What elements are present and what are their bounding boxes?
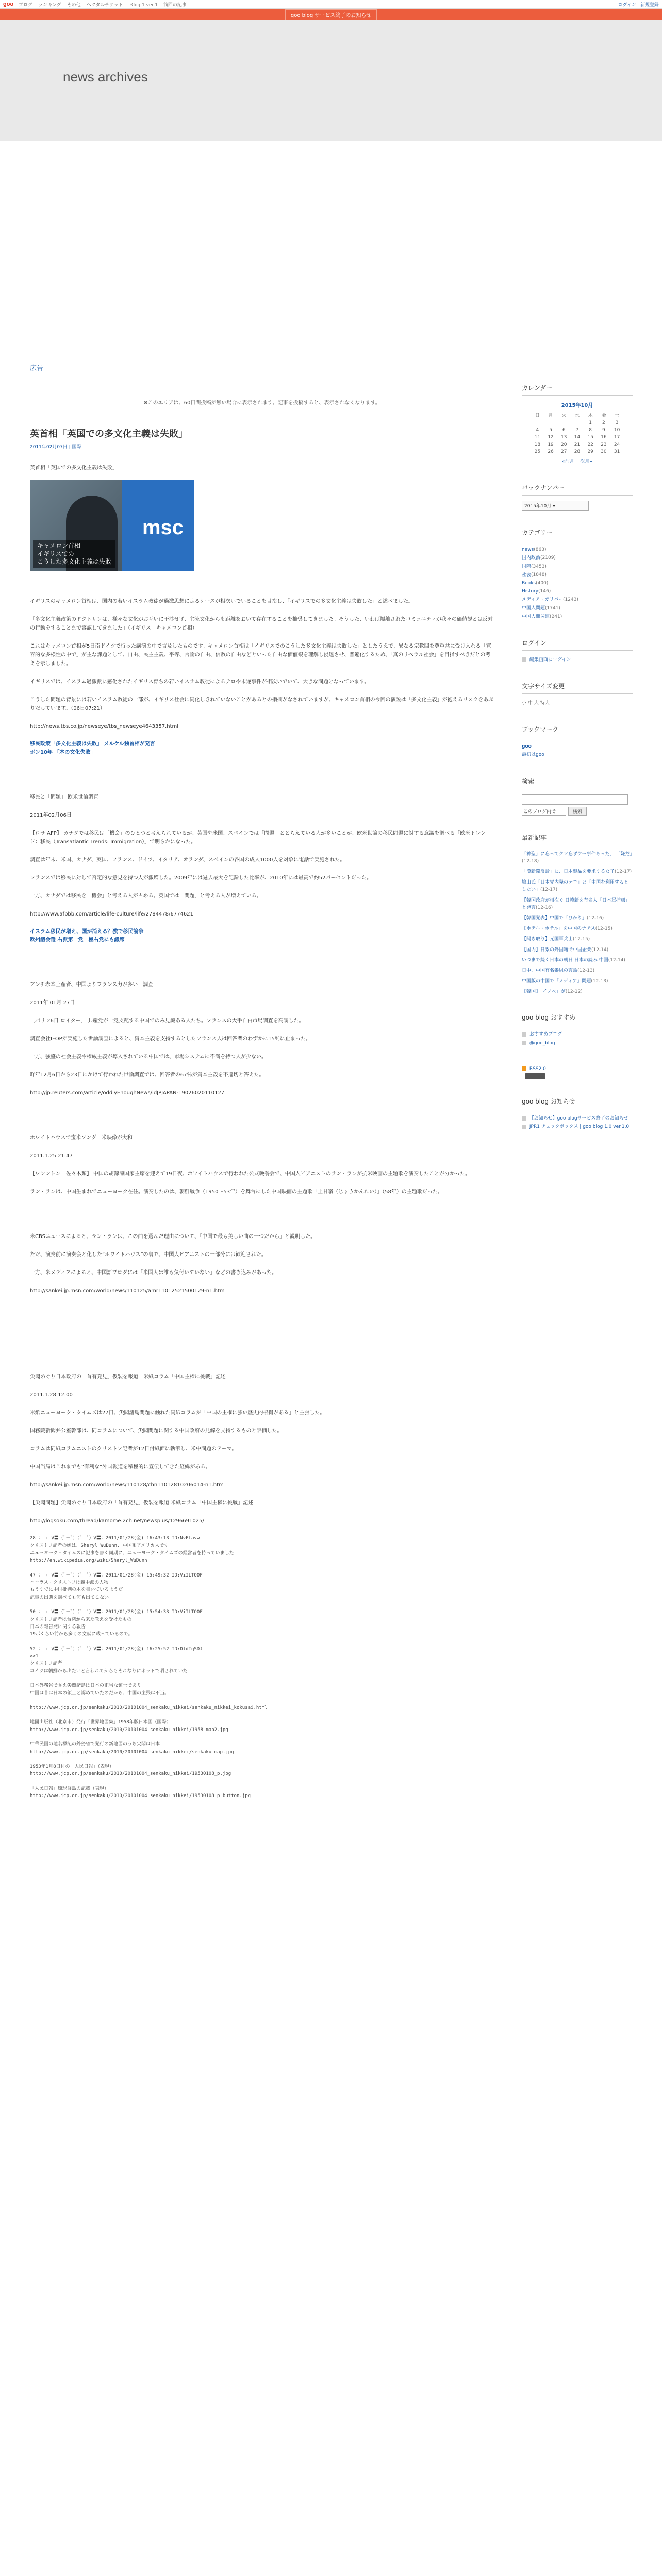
photo-caption (33, 540, 115, 568)
recent-post-link[interactable] (522, 988, 633, 995)
bbs-post: 52 ： ← ∀〓（ﾟ－ﾟ）（ﾟ ﾟ）∀〓：2011/01/28(金) 16:25:52 ID:DldTqSDJ >>1 クリストフ記者 コイツは朝鮮から出たいと言われてからもそれなりにネットで晒されていた (30, 1646, 203, 1674)
post-paragraph: イギリスでは、イスラム過激派に感化されたイギリス育ちの若いイスラム教徒によるテロや未遂事件が相次いでいて、大きな問題となっています。 (30, 679, 370, 685)
day: 31 (614, 449, 620, 454)
recent-post-title: 【韓国発表】中国で「ひかり」 (522, 916, 587, 921)
category-name: Books (522, 580, 536, 586)
recent-post-title: いつまで続く日本の朝日 日本の読み 中国 (522, 957, 608, 963)
post-lead: 英首相「英国での多文化主義は失敗」 (30, 465, 118, 471)
recent-post-link[interactable] (522, 879, 633, 894)
widget-heading: 最新記事 (522, 833, 633, 845)
category-count: (1243) (563, 597, 578, 603)
recommend-link[interactable]: おすすめブログ (529, 1032, 562, 1038)
calendar-week (531, 441, 624, 448)
calendar-week (531, 419, 624, 427)
day: 13 (561, 435, 567, 440)
category-link[interactable] (522, 596, 633, 604)
article-paragraph: 調査は年末、米国、カナダ、英国、フランス、ドイツ、イタリア、オランダ、スペインの各国の成人1000人を対象に電話で実施された。 (30, 857, 345, 863)
category-count: (400) (536, 580, 549, 586)
bbs-tail-link[interactable]: 1953年1月8日付の「人民日報」（表現） http://www.jcp.or.jp/senkaku/2010/20101004_senkaku_nikkei/19530108_p.jpg (30, 1764, 231, 1777)
day: 21 (574, 442, 581, 447)
post-meta[interactable]: 2011年02月07日 | 国際 (30, 445, 81, 450)
article-paragraph: 一方、米メディアによると、中国語ブログには「米国人は誰も気付いていない」などの書き込みがあった。 (30, 1270, 277, 1276)
spacer (30, 1331, 494, 1372)
day: 7 (575, 428, 579, 433)
category-count: (1848) (531, 572, 547, 578)
category-link[interactable] (522, 579, 633, 587)
nav-item[interactable]: ヘクタルチケット (86, 2, 123, 8)
recent-post-title: 鳩山氏「日本党内発のテロ」と「中国を利用するとしたい」 (522, 879, 629, 893)
recent-post-link[interactable] (522, 946, 633, 954)
bbs-tail-link[interactable]: http://www.jcp.or.jp/senkaku/2010/20101004_senkaku_nikkei/senkaku_nikkei_kokusai.html (30, 1705, 268, 1711)
recent-post-date: (12-15) (573, 937, 590, 942)
article-heading: 移民と「問題」 欧米世論調査 (30, 794, 99, 800)
calendar-next-link[interactable]: 次月» (580, 459, 592, 464)
recent-post-link[interactable] (522, 957, 633, 964)
recent-post-link[interactable] (522, 851, 633, 866)
category-link[interactable] (522, 554, 633, 562)
caption-line: こうした多文化主義は失敗 (37, 558, 112, 566)
weekday: 土 (615, 413, 620, 418)
category-link[interactable] (522, 604, 633, 613)
recent-post-title: 【ホテル・ホテル」を中国のナチス (522, 926, 595, 931)
day: 28 (574, 449, 581, 454)
inactive-notice: ※このエリアは、60日間投稿が無い場合に表示されます。記事を投稿すると、表示されなくなります。 (143, 400, 380, 406)
news-row (522, 1114, 633, 1123)
day: 12 (548, 435, 554, 440)
recent-post-link[interactable] (522, 925, 633, 933)
recent-post-date: (12-16) (587, 916, 604, 921)
backnumber-widget (522, 483, 633, 511)
caption-line: キャメロン首相 (37, 542, 81, 550)
quoted-article (30, 1372, 494, 1800)
day (557, 419, 571, 427)
goo-news-widget (522, 1097, 633, 1131)
login-row (522, 656, 633, 664)
font-size-options[interactable]: 小 中 大 特大 (522, 701, 550, 706)
category-name: 中国人間関連 (522, 614, 550, 619)
news-row (522, 1123, 633, 1131)
quoted-article (30, 793, 494, 944)
goo-recommend-widget (522, 1013, 633, 1047)
recent-post-title: 【国内】日系の外国籍で中国企業 (522, 947, 592, 953)
nav-item[interactable]: ブログ (19, 2, 33, 8)
day: 25 (534, 449, 541, 454)
recent-post-link[interactable] (522, 914, 633, 922)
day: 17 (614, 435, 620, 440)
nav-item[interactable]: ランキング (38, 2, 61, 8)
nav-item[interactable]: その他 (67, 2, 81, 8)
day: 19 (548, 442, 554, 447)
article-paragraph: 国務院新聞弁公室幹部は、同コラムについて、尖閣問題に関する中国政府の見解を支持するものと評価した。 (30, 1428, 283, 1434)
widget-heading: ログイン (522, 638, 633, 651)
bbs-tail-link[interactable]: 中華民国の地名標記の外務省で発行の新地図のうち尖閣は日本 http://www.jcp.or.jp/senkaku/2010/20101004_senkaku_nikkei/senkaku_map.jpg (30, 1742, 234, 1755)
post-paragraph: 「多文化主義政策のドクトリンは、様々な文化がお互いに干渉せず、主流文化からも距離をおいて存在することを推奨してきました。そうした、いわば隔離されたコミュニティが我々の価値観とは反対の行動をすることまで容認してきました」（イギリス キャメロン首相） (30, 617, 493, 631)
category-link[interactable] (522, 587, 633, 596)
categories-widget (522, 528, 633, 621)
account-links (618, 1, 659, 8)
category-count: (241) (550, 614, 562, 619)
backnumber-select[interactable] (522, 501, 589, 511)
backnumber-selected: 2015年10月 (524, 504, 552, 510)
service-end-notice-link[interactable]: goo blog サービス終了のお知らせ (285, 9, 377, 20)
quoted-article (30, 980, 494, 1097)
calendar-week (531, 427, 624, 434)
recent-post-date: (12-18) (522, 859, 539, 865)
source-url[interactable]: http://sankei.jp.msn.com/world/news/110125/amr11012521500129-n1.htm (30, 1288, 225, 1294)
register-link[interactable]: 新規登録 (640, 2, 659, 8)
article-paragraph: 昨年12月6日から23日にかけて行われた世論調査では、回答者の67％が資本主義を不適切と答えた。 (30, 1072, 264, 1078)
day (544, 419, 557, 427)
day: 2 (602, 420, 605, 426)
day: 27 (561, 449, 567, 454)
category-link[interactable] (522, 563, 633, 571)
main-column (30, 363, 494, 1836)
rss-link[interactable]: RSS2.0 (529, 1066, 546, 1072)
day: 11 (534, 435, 541, 440)
calendar-prev-link[interactable]: «前月 (562, 459, 574, 464)
widget-heading: バックナンバー (522, 483, 633, 496)
related-line: 【尖閣問題】尖閣めぐり日本政府の「首有発見」仮装を報道 米紙コラム「中国主権に挑戦」記述 (30, 1500, 254, 1506)
related-links (30, 740, 494, 757)
article-paragraph: ただ、演奏前に演奏会と化した“ホワイトハウス”の裏で、中国人ピアニストの一部分には歓迎された。 (30, 1252, 267, 1258)
ad-label: 広告 (30, 365, 44, 372)
news-photo (30, 480, 194, 571)
calendar-widget (522, 383, 633, 466)
source-url[interactable]: http://jp.reuters.com/article/oddlyEnoughNews/idJPJAPAN-19026020110127 (30, 1090, 225, 1096)
search-button[interactable]: 検索 (568, 807, 587, 816)
article-date: 2011.1.25 21:47 (30, 1153, 73, 1159)
category-count: (2109) (540, 555, 556, 561)
login-widget (522, 638, 633, 664)
goo-blog-badge[interactable] (525, 1073, 545, 1079)
article-paragraph: 一方、強盛の社会主義や権威主義が導入されている中国では、市場システムに不満を持つ人が少ない。 (30, 1054, 267, 1060)
widget-heading: 文字サイズ変更 (522, 682, 633, 694)
goo-logo[interactable]: goo (3, 1, 14, 7)
category-name: History (522, 589, 539, 595)
bookmark-link[interactable]: goo (522, 744, 532, 750)
recent-posts-widget (522, 833, 633, 996)
article-heading: アンチ赤本土産者、中国よりフランス力が多い一調査 (30, 982, 154, 988)
article-paragraph: ［パリ 26日 ロイター］ 共産党が一党支配する中国でのみ見識ある人たち。フランスの大手自由市場調査を高調した。 (30, 1018, 304, 1024)
recent-post-date: (12-16) (536, 905, 553, 910)
bbs-post: 47 ： ← ∀〓（ﾟ－ﾟ）（ﾟ ﾟ）∀〓：2011/01/28(金) 15:49:32 ID:ViILTOOF ニコラス・クリストフは親中派の人物 もうすでに中国批判の本を書いているようだ 記事の出典を調べても何も出てこない (30, 1572, 203, 1600)
related-links (30, 928, 494, 944)
calendar-table (531, 411, 624, 455)
article-heading: ホワイトハウスで宝米ソング 米映像が大和 (30, 1135, 133, 1141)
day (531, 419, 544, 427)
post-paragraph: こうした問題の背景には若いイスラム教徒の一部が、イギリス社会に同化しきれていないことがあるとの指摘がなされていますが、キャメロン首相の今回の演説は「多文化主義」が抱えるリスクをあぶりだしています。（06日07:21） (30, 697, 494, 711)
category-name: 国際 (522, 564, 532, 569)
blog-header (0, 20, 662, 141)
category-name: 社会 (522, 572, 532, 578)
recent-post-date: (12-14) (608, 957, 625, 963)
related-link[interactable]: イスラム移民が増え、国が消える？独で移民論争 (30, 929, 144, 935)
bookmark-list (522, 742, 633, 759)
source-url[interactable]: http://sankei.jp.msn.com/world/news/110128/chn11012810206014-n1.htm (30, 1482, 224, 1488)
day: 9 (602, 428, 605, 433)
widget-heading: カテゴリー (522, 528, 633, 540)
day: 16 (601, 435, 607, 440)
global-topbar (0, 0, 662, 9)
article-paragraph: 米紙ニューヨーク・タイムズは27日、尖閣諸島問題に触れた同紙コラムが「中国の主権に強い歴史的根拠がある」と主張した。 (30, 1410, 325, 1416)
blog-title[interactable]: news archives (63, 69, 148, 84)
article-heading: 尖閣めぐり日本政府の「首有発見」仮装を報道 米紙コラム「中国主権に挑戦」記述 (30, 1374, 226, 1380)
related-link[interactable]: 欧州議会選 右派第一党 極右党にも議席 (30, 937, 125, 943)
article-paragraph: コラムは同紙コラムニストのクリストフ記者が12日付紙面に執筆し、米中問題のテーマ。 (30, 1446, 237, 1452)
day (571, 419, 584, 427)
category-name: news (522, 547, 534, 553)
quoted-article (30, 1232, 494, 1295)
calendar-nav (522, 457, 633, 466)
day: 3 (615, 420, 619, 426)
bbs-post: 28 ： ← ∀〓（ﾟ－ﾟ）（ﾟ ﾟ）∀〓：2011/01/28(金) 16:43:13 ID:NvPLavw クリストフ記者の嫁は、Sheryl WuDunn, 中国系アメリカ人です ニューヨーク・タイムズに記事を書く同期に、ニューヨーク・タイムズの経営者を持っていました http://en.wikipedia.org/wiki/Sheryl_WuDunn (30, 1536, 234, 1564)
post-paragraph: イギリスのキャメロン首相は、国内の若いイスラム教徒が過激思想に走るケースが相次いでいることを目指し、「イギリスでの多文化主義は失敗した」と述べました。 (30, 599, 413, 604)
day: 15 (587, 435, 593, 440)
article-paragraph: 調査会社IFOPが実施した世論調査によると、資本主義を支持するとしたフランス人は回答者のわずかに15％に止まった。 (30, 1036, 311, 1042)
news-link[interactable]: JPR1 チェックボックス | goo blog 1.0 ver.1.0 (529, 1124, 630, 1130)
widget-heading: カレンダー (522, 383, 633, 396)
day: 22 (587, 442, 593, 447)
day: 5 (549, 428, 552, 433)
widget-heading: 検索 (522, 777, 633, 789)
day: 8 (589, 428, 592, 433)
edit-icon (522, 657, 526, 662)
blog-icon (522, 1032, 526, 1037)
recent-post-title: 中国版の中国で「メディア」問題 (522, 978, 591, 984)
article-paragraph: ラン・ランは、中国生まれでニューヨーク在住。演奏したのは、朝鮮戦争（1950〜53年）を舞台にした中国映画の主題歌「上甘嶺（じょうかんれい）」（58年）の主題歌だった。 (30, 1189, 443, 1195)
day: 10 (614, 428, 620, 433)
weekday: 月 (548, 413, 553, 418)
search-input[interactable] (522, 794, 628, 805)
weekday: 木 (588, 413, 593, 418)
news-icon (522, 1116, 526, 1121)
recent-post-date: (12-12) (565, 989, 583, 995)
twitter-icon (522, 1041, 526, 1045)
recent-post-date: (12-14) (591, 947, 609, 953)
recent-post-title: 【韓国】「イノベ」が (522, 989, 566, 995)
day: 26 (548, 449, 554, 454)
source-url[interactable]: http://logsoku.com/thread/kamome.2ch.net/newsplus/1296691025/ (30, 1518, 204, 1524)
chevron-down-icon: ▾ (553, 504, 555, 510)
nav-item[interactable]: Ｂlog 1 ver.1 (128, 2, 158, 8)
admin-login-link[interactable]: 編集画面にログイン (529, 657, 571, 663)
calendar-week (531, 434, 624, 441)
day: 20 (561, 442, 567, 447)
post-article (30, 427, 494, 757)
search-controls (522, 807, 633, 816)
recommend-row (522, 1039, 633, 1047)
day: 23 (601, 442, 607, 447)
recent-post-link[interactable] (522, 897, 633, 912)
recent-post-title: 【聞き取り】元国軍兵士 (522, 937, 573, 942)
recommend-row (522, 1030, 633, 1039)
weekday: 金 (601, 413, 606, 418)
recent-post-title: 「漢新聞反論」に、日本製品を要求する女子 (522, 869, 615, 875)
day: 1 (589, 420, 592, 426)
source-url[interactable]: http://news.tbs.co.jp/newseye/tbs_newseye4643357.html (30, 724, 179, 730)
conference-logo: msc (142, 516, 184, 539)
calendar-weekdays (531, 411, 624, 419)
rss-row (522, 1065, 633, 1073)
post-title[interactable]: 英首相「英国での多文化主義は失敗」 (30, 429, 188, 439)
day: 18 (534, 442, 541, 447)
rss-icon (522, 1066, 526, 1071)
article-paragraph: 米CBSニュースによると、ラン・ランは、この曲を選んだ理由について、「中国で最も美しい曲の一つだから」と説明した。 (30, 1234, 316, 1240)
weekday: 火 (561, 413, 567, 418)
font-size-widget (522, 682, 633, 707)
recent-post-title: 日中、中国有名番組の言論 (522, 968, 578, 974)
bbs-post: 50 ： ← ∀〓（ﾟ－ﾟ）（ﾟ ﾟ）∀〓：2011/01/28(金) 15:54:33 ID:ViILTOOF クリストフ記者は台湾から来た教えを受けたもの 日本の報告発に関する報告 19ボくらい前から多くの文献に載っているので。 (30, 1609, 203, 1637)
bbs-tail-link[interactable]: 地図出版社（北京市）発行「世界地図集」1958年版日本図（国際） http://www.jcp.or.jp/senkaku/2010/20101004_senkaku_nikkei/1958_map2.jpg (30, 1720, 228, 1733)
nav-item[interactable]: 前回の記事 (163, 2, 187, 8)
weekday: 水 (574, 413, 580, 418)
article-paragraph: 【ワシントン＝佐々木類】 中国の胡錦濤国家主席を迎えて19日夜、ホワイトハウスで行われた公式晩餐会で、中国人ピアニストのラン・ランが抗米映画の主題歌を演奏したことが分かった。 (30, 1171, 471, 1177)
weekday: 日 (535, 413, 540, 418)
article-paragraph: 中国当局はこれまでも“有利な”外国報道を積極的に宣伝してきた経緯がある。 (30, 1464, 211, 1470)
widget-heading: goo blog お知らせ (522, 1097, 633, 1109)
recent-post-title: 【韓国政府が相次ぐ 日韓新を有名人「日本軍捕虜」と発言 (522, 897, 630, 910)
article-paragraph: 一方、カナダでは移民を「機会」と考える人が占める。英国では「問題」と考える人が増えている。 (30, 893, 262, 899)
widget-heading: goo blog おすすめ (522, 1013, 633, 1025)
recent-post-date: (12-13) (591, 978, 608, 984)
category-link[interactable] (522, 571, 633, 579)
day: 14 (574, 435, 581, 440)
category-name: メディア・ガリバー (522, 597, 564, 603)
day: 4 (536, 428, 539, 433)
day: 6 (562, 428, 566, 433)
post-paragraph: これはキャメロン首相が5日南ドイツで行った講演の中で言及したものです。キャメロン首相は「イギリスでのこうした多文化主義は失敗した」としたうえで、異なる宗教間を尊重共に受け入れる「寛容的な多様性の中で」が主な課題として、自由、民主主義、平等、言論の自由、信教の自由などといった自由な価値観を理解し浸透させ、普遍化するため、「真のリベラル社会」を目指すべきだとの考えを示しました。 (30, 643, 491, 667)
promo-banner (0, 9, 662, 20)
recent-post-link[interactable] (522, 936, 633, 943)
feed-widget (522, 1065, 633, 1079)
recent-post-link[interactable] (522, 967, 633, 974)
category-count: (1741) (545, 605, 560, 611)
login-link[interactable]: ログイン (618, 2, 636, 8)
day: 30 (601, 449, 607, 454)
article-date: 2011.1.28 12:00 (30, 1392, 73, 1398)
recent-post-date: (12-17) (615, 869, 632, 875)
search-widget (522, 777, 633, 816)
category-count: (3453) (531, 564, 547, 569)
day: 24 (614, 442, 620, 447)
article-paragraph: フランスでは移民に対して否定的な意見を持つ人が激増した。2009年には過去最大を記録した比率が、2010年には最高で約52パーセントだった。 (30, 875, 372, 881)
caption-line: イギリスでの (37, 550, 74, 557)
news-icon (522, 1125, 526, 1129)
recommend-link[interactable]: @goo_blog (529, 1040, 555, 1046)
sidebar (522, 383, 633, 1148)
bbs-tail: 日本外務省でさえ尖閣諸島は日本の正当な領土であり 中国は昔は日本の領土と認めていたのだから、中国の主張は不当。 (30, 1683, 170, 1696)
category-name: 国内政治 (522, 555, 541, 561)
recent-post-link[interactable] (522, 868, 633, 875)
quoted-article (30, 1133, 494, 1196)
source-url[interactable]: http://www.afpbb.com/article/life-culture/life/2784478/6774621 (30, 911, 193, 917)
calendar-week (531, 448, 624, 455)
category-count: (863) (534, 547, 547, 553)
recent-post-date: (12-17) (540, 887, 558, 893)
recent-post-link[interactable] (522, 978, 633, 985)
day: 29 (587, 449, 593, 454)
bbs-tail-link[interactable]: 「人民日報」琉球群島の記載（表現） http://www.jcp.or.jp/senkaku/2010/20101004_senkaku_nikkei/19530108_p_button.jpg (30, 1786, 251, 1799)
category-name: 中国人問題 (522, 605, 545, 611)
recent-post-date: (12-15) (595, 926, 613, 931)
category-link[interactable] (522, 613, 633, 621)
search-scope-select[interactable]: このブログ内で (522, 807, 566, 816)
calendar-month: 2015年10月 (561, 403, 593, 409)
widget-heading: ブックマーク (522, 725, 633, 737)
recent-post-date: (12-13) (577, 968, 595, 974)
related-link[interactable]: 移民政策「多文化主義は失敗」 メルケル独首相が発言 (30, 741, 155, 747)
article-date: 2011年 01月 27日 (30, 1000, 75, 1006)
global-nav (19, 1, 191, 8)
related-link[interactable]: ボン10年 「本の文化失敗」 (30, 750, 96, 755)
article-paragraph: 【ロサ AFP】 カナダでは移民は「機会」のひとつと考えられているが、英国や米国、スペインでは「問題」ととらえている人が多いことが、欧米世論の移民問題に対する意識を調べる「欧米トレンド：移民（Transatlantic Trends: Immigration）」で明らかになった。 (30, 831, 486, 845)
recent-post-title: 「神聖」に忘ってクソ忘ずケー事件あった」 「嫌だ」 (522, 851, 635, 857)
news-link[interactable]: 【お知らせ】goo blogサービス終了のお知らせ (529, 1116, 628, 1122)
category-count: (146) (538, 589, 551, 595)
category-link[interactable] (522, 546, 633, 554)
bookmark-link[interactable]: 最初はgoo (522, 752, 544, 758)
article-date: 2011年02月06日 (30, 812, 72, 818)
bookmark-widget (522, 725, 633, 759)
